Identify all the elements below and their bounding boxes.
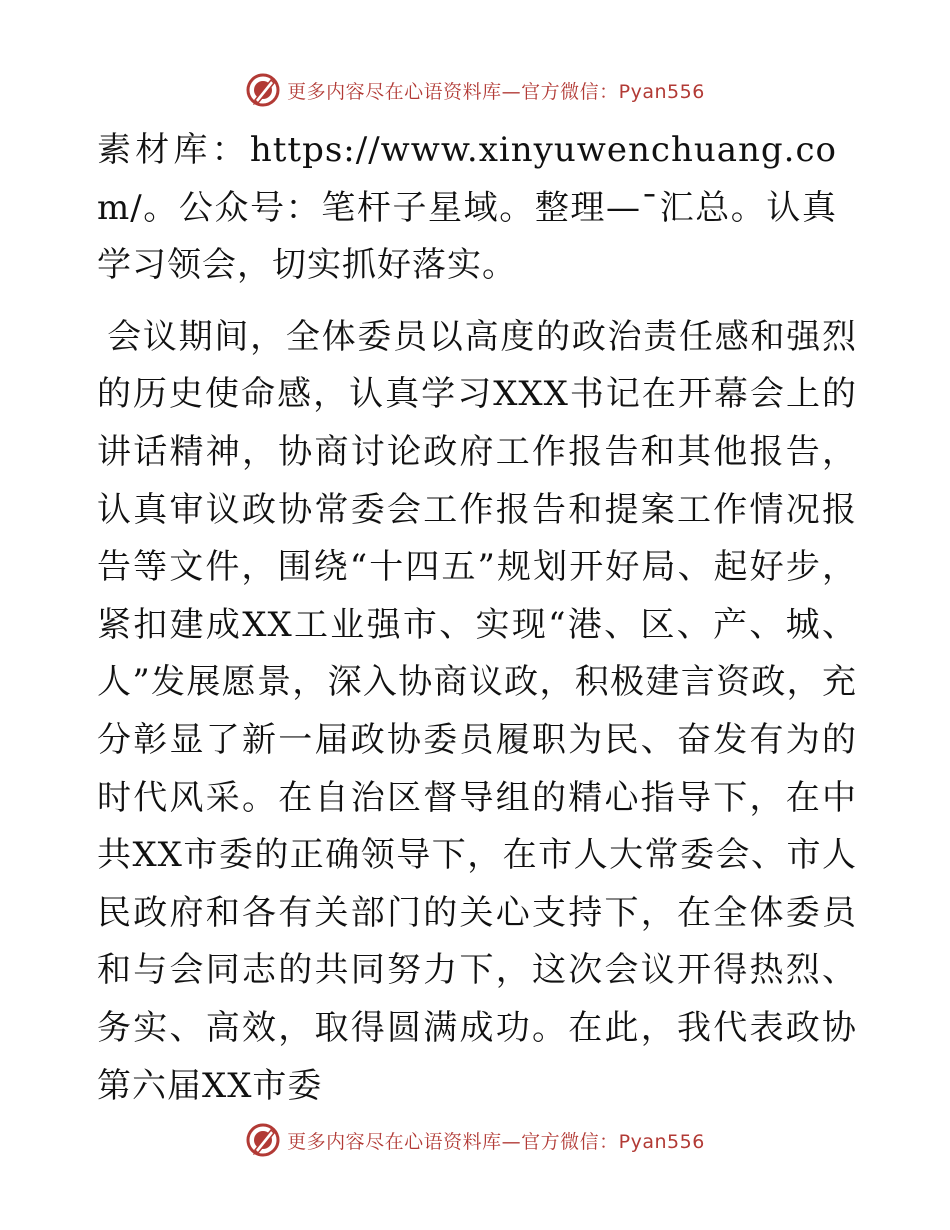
watermark-text: 更多内容尽在心语资料库—官方微信：Pyan556 — [287, 1130, 705, 1153]
pen-circle-logo-icon — [245, 1122, 281, 1158]
header-watermark — [0, 70, 950, 110]
body-paragraph: 会议期间，全体委员以高度的政治责任感和强烈的历史使命感，认真学习XXX书记在开幕会上的讲话精神，协商讨论政府工作报告和其他报告，认真审议政协常委会工作报告和提案工作情况报告等文件，围绕“十四五”规划开好局、起好步，紧扣建成XX工业强市、实现“港、区、产、城、人”发展愿景，深入协商议政，积极建言资政，充分彰显了新一届政协委员履职为民、奋发有为的时代风采。在自治区督导组的精心指导下，在中共XX市委的正确领导下，在市人大常委会、市人民政府和各有关部门的关心支持下，在全体委员和与会同志的共同努力下，这次会议开得热烈、务实、高效，取得圆满成功。在此，我代表政协第六届XX市委 — [97, 316, 857, 1106]
document-body — [97, 122, 857, 1115]
footer-watermark — [0, 1120, 950, 1160]
intro-paragraph: 素材库：https://www.xinyuwenchuang.com/。公众号：笔杆子星域。整理—¯汇总。认真学习领会，切实抓好落实。 — [97, 130, 837, 286]
watermark-text: 更多内容尽在心语资料库—官方微信：Pyan556 — [287, 80, 705, 103]
pen-circle-logo-icon — [245, 72, 281, 108]
